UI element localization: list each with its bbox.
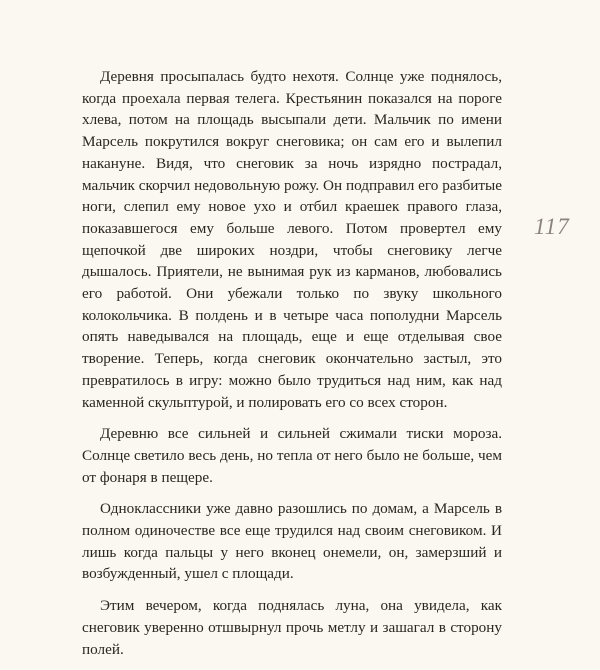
- paragraph-1: Деревня просыпалась будто нехотя. Солнце уже поднялось, когда проехала первая телега. Крестьянин показался на пороге хлева, потом на площадь высыпали дети. Мальчик по имени Марсель покрутился вокруг снеговика; он сам его и вылепил накануне. Видя, что снеговик за ночь изрядно пострадал, мальчик скорчил недовольную рожу. Он подправил его разбитые ноги, слепил ему новое ухо и отбил краешек правого глаза, показавшегося ему больше левого. Потом провертел ему щепочкой две широких ноздри, чтобы снеговику легче дышалось. Приятели, не вынимая рук из карманов, любовались его работой. Они убежали только по звуку школьного колокольчика. В полдень и в четыре часа пополудни Марсель опять наведывался на площадь, еще и еще отделывая свое творение. Теперь, когда снеговик окончательно застыл, это превратилось в игру: можно было трудиться над ним, как над каменной скульптурой, и полировать его со всех сторон.: [82, 68, 502, 411]
- paragraph-4: Этим вечером, когда поднялась луна, она увидела, как снеговик уверенно отшвырнул прочь метлу и зашагал в сторону полей.: [82, 597, 502, 658]
- paragraph-2: Деревню все сильней и сильней сжимали тиски мороза. Солнце светило весь день, но тепла от него было не больше, чем от фонаря в пещере.: [82, 425, 502, 486]
- page-number: 117: [534, 214, 570, 239]
- paragraph-3: Одноклассники уже давно разошлись по домам, а Марсель в полном одиночестве все еще трудился над своим снеговиком. И лишь когда пальцы у него вконец онемели, он, замерзший и возбужденный, ушел с площади.: [82, 500, 502, 583]
- body-text: [82, 66, 502, 670]
